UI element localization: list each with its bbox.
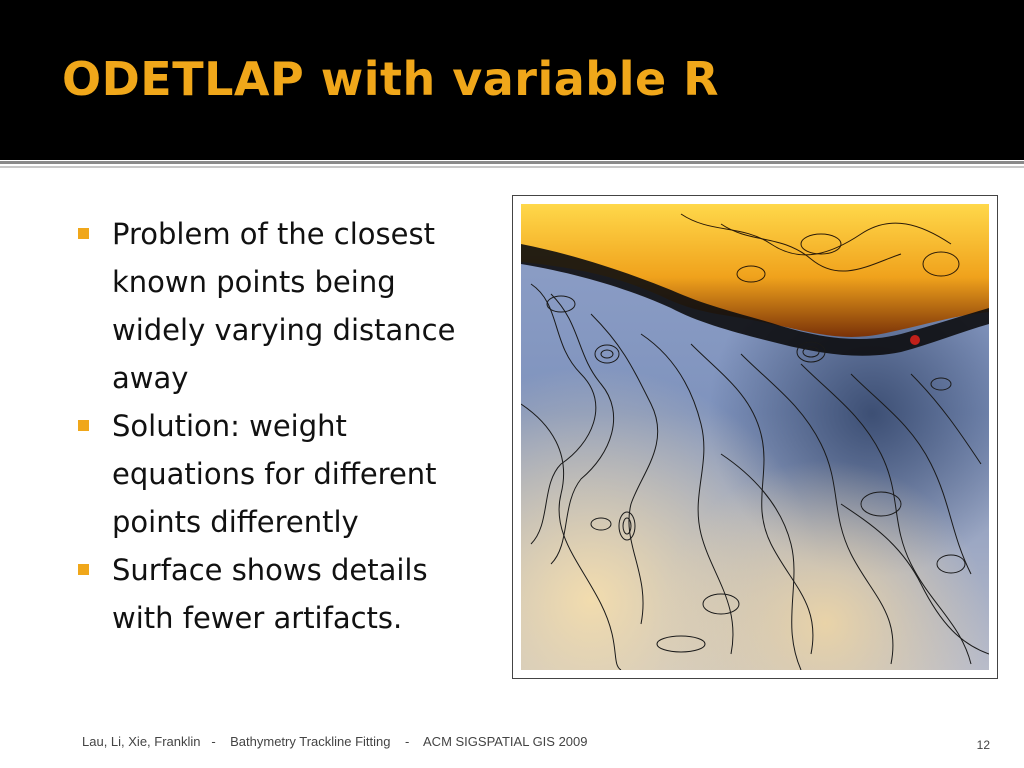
bullet-text: Surface shows details with fewer artifacts. [112, 553, 428, 635]
bullet-text: Solution: weight equations for different points differently [112, 409, 437, 539]
bullet-text: Problem of the closest known points being widely varying distance away [112, 217, 456, 395]
slide-title: ODETLAP with variable R [62, 52, 720, 106]
bullet-square-icon [78, 564, 89, 575]
bullet-square-icon [78, 420, 89, 431]
contour-surface-image [521, 204, 989, 670]
bullet-list [78, 210, 488, 642]
title-divider-secondary [0, 166, 1024, 168]
bullet-item [78, 402, 488, 546]
bullet-item [78, 546, 488, 642]
bathymetry-figure [512, 195, 998, 679]
page-number: 12 [976, 738, 990, 752]
bullet-item [78, 210, 488, 402]
title-divider [0, 161, 1024, 164]
title-bar [0, 0, 1024, 160]
bullet-square-icon [78, 228, 89, 239]
footer-citation: Lau, Li, Xie, Franklin - Bathymetry Trackline Fitting - ACM SIGSPATIAL GIS 2009 [82, 734, 588, 749]
